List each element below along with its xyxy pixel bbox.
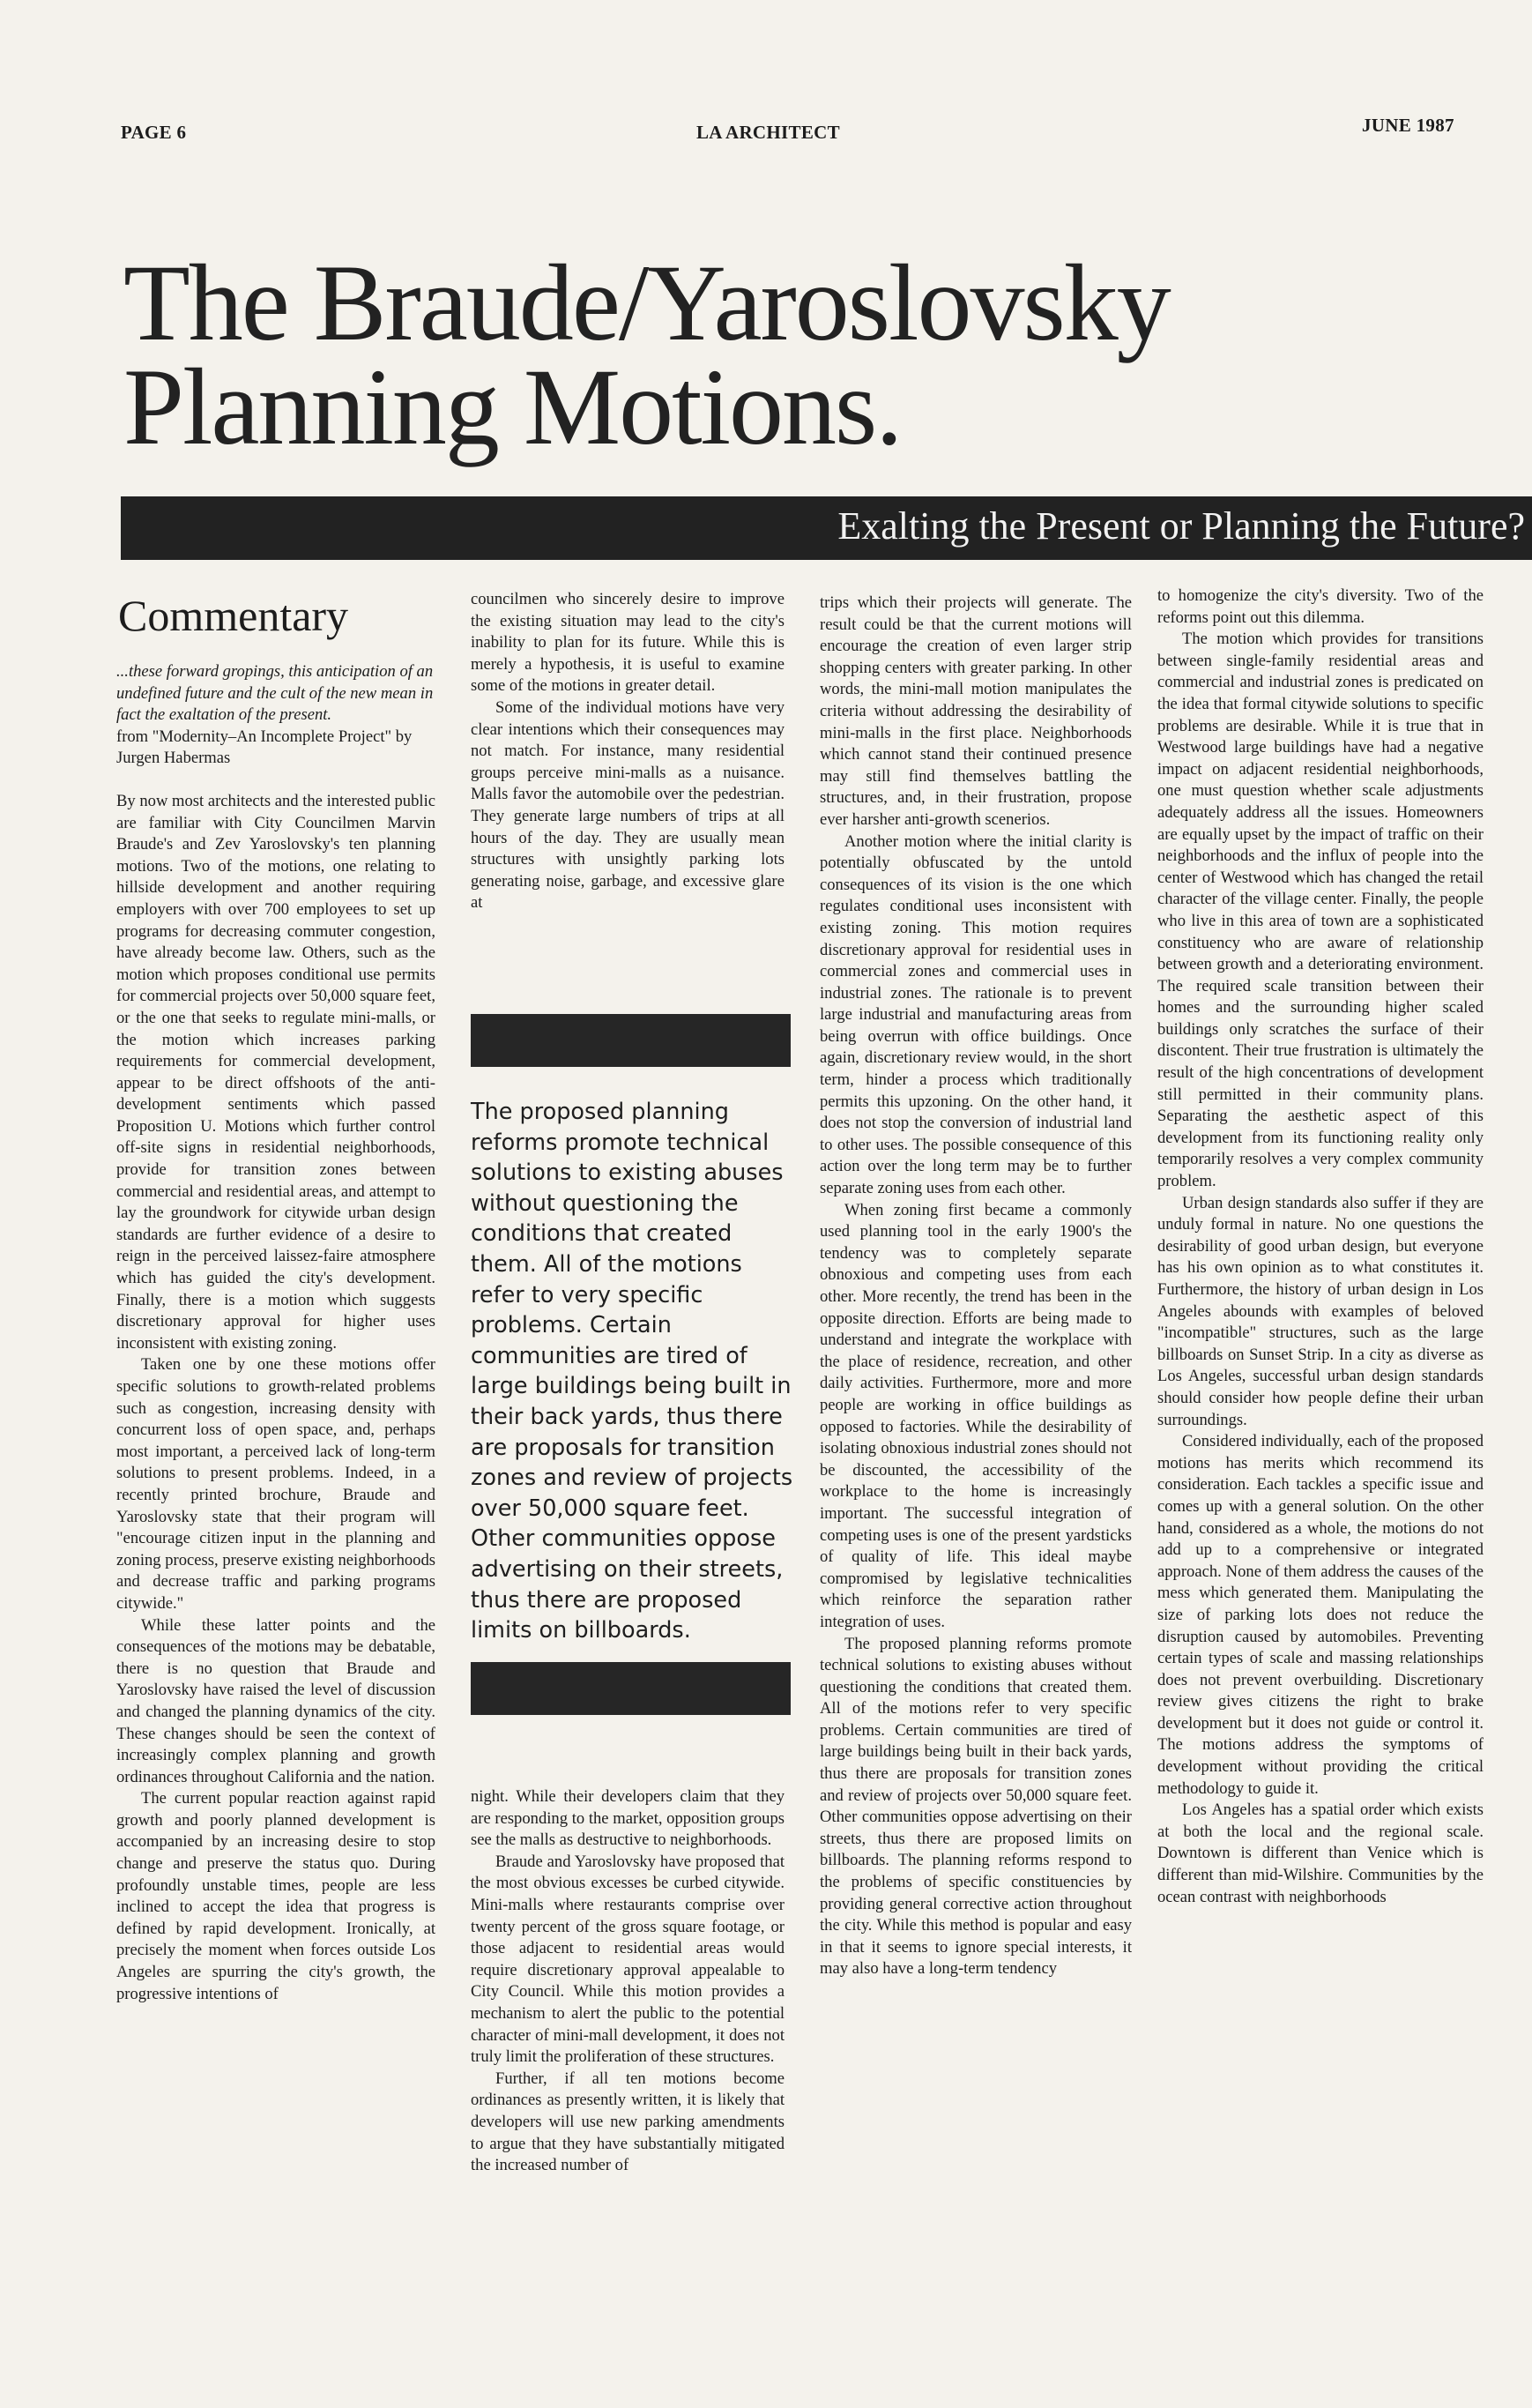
epigraph-quote: ...these forward gropings, this anticipation of an undefined future and the cult of the new mean in fact the exaltation of the present.: [116, 662, 434, 725]
paragraph: When zoning first became a commonly used planning tool in the early 1900's the tendency was to completely separate obnoxious and competing uses from each other. More recently, the trend has been in the opposite direction. Efforts are being made to understand and integrate the workplace with the place of residence, recreation, and other daily activities. Furthermore, more and more people are working in office buildings as opposed to factories. While the desirability of isolating obnoxious industrial zones should not be discounted, the accessibility of the workplace to the home is increasingly important. The successful integration of competing uses is one of the present yardsticks of quality of life. This ideal maybe compromised by legislative technicalities which reinforce the separation rather integration of uses.: [820, 1200, 1132, 1631]
paragraph: councilmen who sincerely desire to improve the existing situation may lead to the city's inability to plan for its future. While this is merely a hypothesis, it is useful to examine some of the motions in greater detail.: [471, 590, 785, 696]
issue-date: JUNE 1987: [1362, 115, 1454, 136]
subtitle-band: [121, 496, 1532, 560]
page-number: PAGE 6: [121, 122, 187, 143]
pullquote-bottom-bar: [471, 1662, 791, 1715]
pullquote-bottom: [471, 1662, 797, 1715]
title-line-2: Planning Motions.: [123, 347, 902, 467]
paragraph: Further, if all ten motions become ordinances as presently written, it is likely that developers will use new parking amendments to argue that they have substantially mitigated the increased number of: [471, 2069, 785, 2175]
paragraph: The motion which provides for transitions between single-family residential areas and commercial and industrial zones is predicated on the idea that formal citywide solutions to specific problems are desirable. While it is true that in Westwood large buildings have had a negative impact on adjacent residential neighborhoods, one must question whether scale adjustments adequately address all the issues. Homeowners are equally upset by the impact of traffic on their neighborhoods and the influx of people into the center of Westwood which has changed the retail character of the village center. Finally, the people who live in this area of town are a sophisticated constituency who are aware of relationship between growth and a deteriorating environment. The required scale transition between their homes and the surrounding higher scaled buildings only scratches the surface of their discontent. Their true frustration is ultimately the result of the high concentrations of development still permitted in their community plans. Separating the aesthetic aspect of this development from its functioning reality only temporarily resolves a very complex community problem.: [1157, 630, 1484, 1191]
paragraph: Some of the individual motions have very clear intentions which their consequences may not match. For instance, many residential groups perceive mini-malls as a nuisance. Malls favor the automobile over the pedestrian. They generate large numbers of trips at all hours of the day. They are usually mean structures with unsightly parking lots generating noise, garbage, and excessive glare at: [471, 697, 785, 913]
paragraph: night. While their developers claim that they are responding to the market, opposition groups see the malls as destructive to neighborhoods.: [471, 1787, 785, 1850]
column-3: [820, 593, 1132, 1980]
paragraph: The proposed planning reforms promote technical solutions to existing abuses without questioning the conditions that created them. All of the motions refer to very specific problems. Certain communities are tired of large buildings being built in their back yards, thus there are proposals for transition zones and review of projects over 50,000 square feet. Other communities oppose advertising on their streets, thus there are proposed limits on billboards. The planning reforms respond to the problems of specific constituencies by providing general corrective action throughout the city. While this method is popular and easy in that it seems to ignore special interests, it may also have a long-term tendency: [820, 1634, 1132, 1979]
paragraph: Los Angeles has a spatial order which exists at both the local and the regional scale. Downtown is different than Venice which is different than mid-Wilshire. Communities by the ocean contrast with neighborhoods: [1157, 1800, 1484, 1906]
title-line-1: The Braude/Yaroslovsky: [123, 242, 1170, 363]
paragraph: Braude and Yaroslovsky have proposed that the most obvious excesses be curbed citywide. Mini-malls where restaurants comprise over twenty percent of the gross square footage, or those adjacent to residential areas would require discretionary approval appealable to City Council. While this motion provides a mechanism to alert the public to the potential character of mini-mall development, it does not truly limit the proliferation of these structures.: [471, 1852, 785, 2067]
pullquote: The proposed planning reforms promote technical solutions to existing abuses without questioning the conditions that created them. All of the motions refer to very specific problems. Certain communities are tired of large buildings being built in their back yards, thus there are proposals for transition zones and review of projects over 50,000 square feet. Other communities oppose advertising on their streets, thus there are proposed limits on billboards.: [471, 1099, 793, 1644]
paragraph: trips which their projects will generate. The result could be that the current motions will encourage the creation of even larger strip shopping centers with greater parking. In other words, the mini-mall motion manipulates the criteria without addressing the desirability of mini-malls in the first place. Neighborhoods which cannot stand their continued presence may still find themselves battling the structures, and, in their frustration, propose ever harsher anti-growth scenerios.: [820, 593, 1132, 829]
paragraph: By now most architects and the interested public are familiar with City Councilmen Marvin Braude's and Zev Yaroslovsky's ten planning motions. Two of the motions, one relating to hillside development and another requiring employers with over 700 employees to set up programs for decreasing commuter congestion, have already become law. Others, such as the motion which proposes conditional use permits for commercial projects over 50,000 square feet, or the one that seeks to regulate mini-malls, or the motion which increases parking requirements for commercial development, appear to be direct offshoots of the anti-development sentiments which passed Proposition U. Motions which further control off-site signs in residential neighborhoods, provide for transition zones between commercial and residential areas, and attempt to lay the groundwork for citywide urban design standards are further evidence of a desire to reign in the perceived laissez-faire atmosphere which has guided the city's development. Finally, there is a motion which suggests discretionary approval for higher uses inconsistent with existing zoning.: [116, 791, 435, 1353]
paragraph: Another motion where the initial clarity is potentially obfuscated by the untold consequences of its vision is the one which regulates conditional uses inconsistent with existing zoning. This motion requires discretionary approval for residential uses in commercial zones and commercial uses in industrial zones. The rationale is to prevent large industrial and manufacturing areas from being overrun with office buildings. Once again, discretionary review would, in the short term, hinder a process which traditionally permits this upzoning. On the other hand, it does not stop the conversion of industrial land to other uses. The possible consequence of this action over the long term may be to further separate zoning uses from each other.: [820, 831, 1132, 1198]
article-title: [123, 242, 1446, 467]
paragraph: While these latter points and the consequences of the motions may be debatable, there is no question that Braude and Yaroslovsky have raised the level of discussion and changed the planning dynamics of the city. These changes should be seen the context of increasingly complex planning and growth ordinances throughout California and the nation.: [116, 1615, 435, 1786]
epigraph-attribution: from "Modernity–An Incomplete Project" by Jurgen Habermas: [116, 727, 413, 768]
paragraph: Taken one by one these motions offer specific solutions to growth-related problems such as congestion, increasing density with concurrent loss of open space, and, perhaps most important, a perceived lack of long-term solutions to present problems. Indeed, in a recently printed brochure, Braude and Yaroslovsky state that their program will "encourage citizen input in the planning and zoning process, preserve existing neighborhoods and decrease traffic and parking programs citywide.": [116, 1355, 435, 1613]
column-4: [1157, 585, 1484, 1908]
publication-name: LA ARCHITECT: [696, 122, 840, 143]
section-kicker: Commentary: [118, 591, 349, 640]
article-subtitle: Exalting the Present or Planning the Future?: [837, 504, 1525, 548]
epigraph: [116, 661, 435, 770]
pullquote-top-bar: [471, 1014, 791, 1067]
pullquote-block: [471, 1014, 797, 1676]
paragraph: Considered individually, each of the proposed motions has merits which recommend its consideration. Each tackles a specific issue and comes up with a general solution. On the other hand, considered as a whole, the motions do not add up to a comprehensive or integrated approach. None of them address the causes of the mess which generated them. Manipulating the size of parking lots does not reduce the disruption caused by automobiles. Preventing certain types of scale and massing relationships does not prevent overbuilding. Discretionary review gives citizens the right to brake development but it does not guide or control it. The motions address the symptoms of development without providing the critical methodology to guide it.: [1157, 1432, 1484, 1798]
column-2: [471, 589, 785, 914]
paragraph: The current popular reaction against rapid growth and poorly planned development is accompanied by an increasing desire to stop change and preserve the status quo. During profoundly unstable times, people are less inclined to accept the idea that progress is defined by rapid development. Ironically, at precisely the moment when forces outside Los Angeles are spurring the city's growth, the progressive intentions of: [116, 1789, 435, 2003]
paragraph: Urban design standards also suffer if they are unduly formal in nature. No one questions the desirability of good urban design, but everyone has his own opinion as to what constitutes it. Furthermore, the history of urban design in Los Angeles abounds with examples of beloved "incompatible" structures, such as the large billboards on Sunset Strip. In a city as diverse as Los Angeles, successful urban design standards should consider how people define their urban surroundings.: [1157, 1193, 1484, 1429]
column-1: [116, 589, 435, 2005]
paragraph: to homogenize the city's diversity. Two of the reforms point out this dilemma.: [1157, 586, 1484, 627]
column-2-continued: [471, 1786, 785, 2177]
